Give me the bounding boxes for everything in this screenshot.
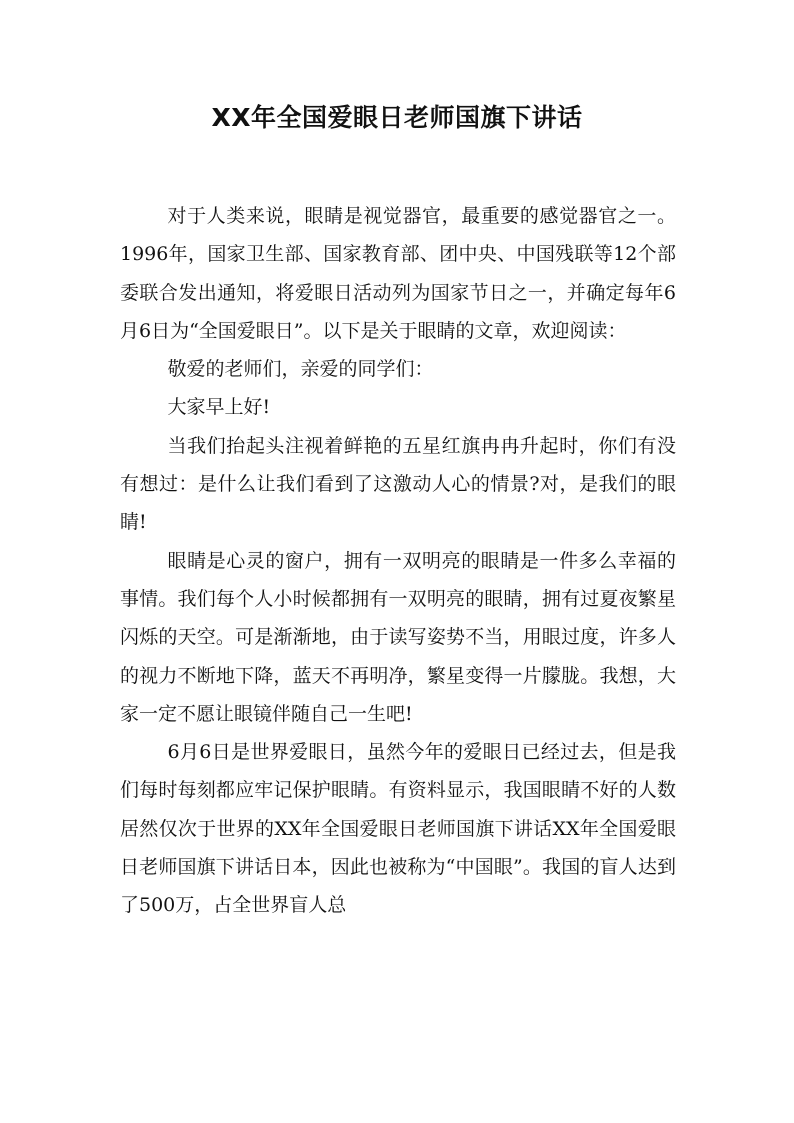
paragraph-eyes-window: 眼睛是心灵的窗户，拥有一双明亮的眼睛是一件多么幸福的事情。我们每个人小时候都拥有一双明亮的眼睛，拥有过夏夜繁星闪烁的天空。可是渐渐地，由于读写姿势不当，用眼过度，许多人的视力不断地下降，蓝天不再明净，繁星变得一片朦胧。我想，大家一定不愿让眼镜伴随自己一生吧! xyxy=(120,549,676,725)
document-title: XX年全国爱眼日老师国旗下讲话 xyxy=(211,103,583,132)
paragraph-good-morning: 大家早上好! xyxy=(167,396,271,419)
paragraph-greeting: 敬爱的老师们，亲爱的同学们： xyxy=(167,358,434,381)
document-body xyxy=(120,197,676,925)
paragraph-flag: 当我们抬起头注视着鲜艳的五星红旗冉冉升起时，你们有没有想过：是什么让我们看到了这激动人心的情景?对，是我们的眼睛! xyxy=(120,434,676,534)
paragraph-eye-day: 6月6日是世界爱眼日，虽然今年的爱眼日已经过去，但是我们每时每刻都应牢记保护眼睛。有资料显示，我国眼睛不好的人数居然仅次于世界的XX年全国爱眼日老师国旗下讲话XX年全国爱眼日老师国旗下讲话日本，因此也被称为“中国眼”。我国的盲人达到了500万，占全世界盲人总 xyxy=(120,741,676,917)
paragraph-intro: 对于人类来说，眼睛是视觉器官，最重要的感觉器官之一。1996年，国家卫生部、国家教育部、团中央、中国残联等12个部委联合发出通知，将爱眼日活动列为国家节日之一，并确定每年6月6日为“全国爱眼日”。以下是关于眼睛的文章，欢迎阅读： xyxy=(120,205,676,342)
